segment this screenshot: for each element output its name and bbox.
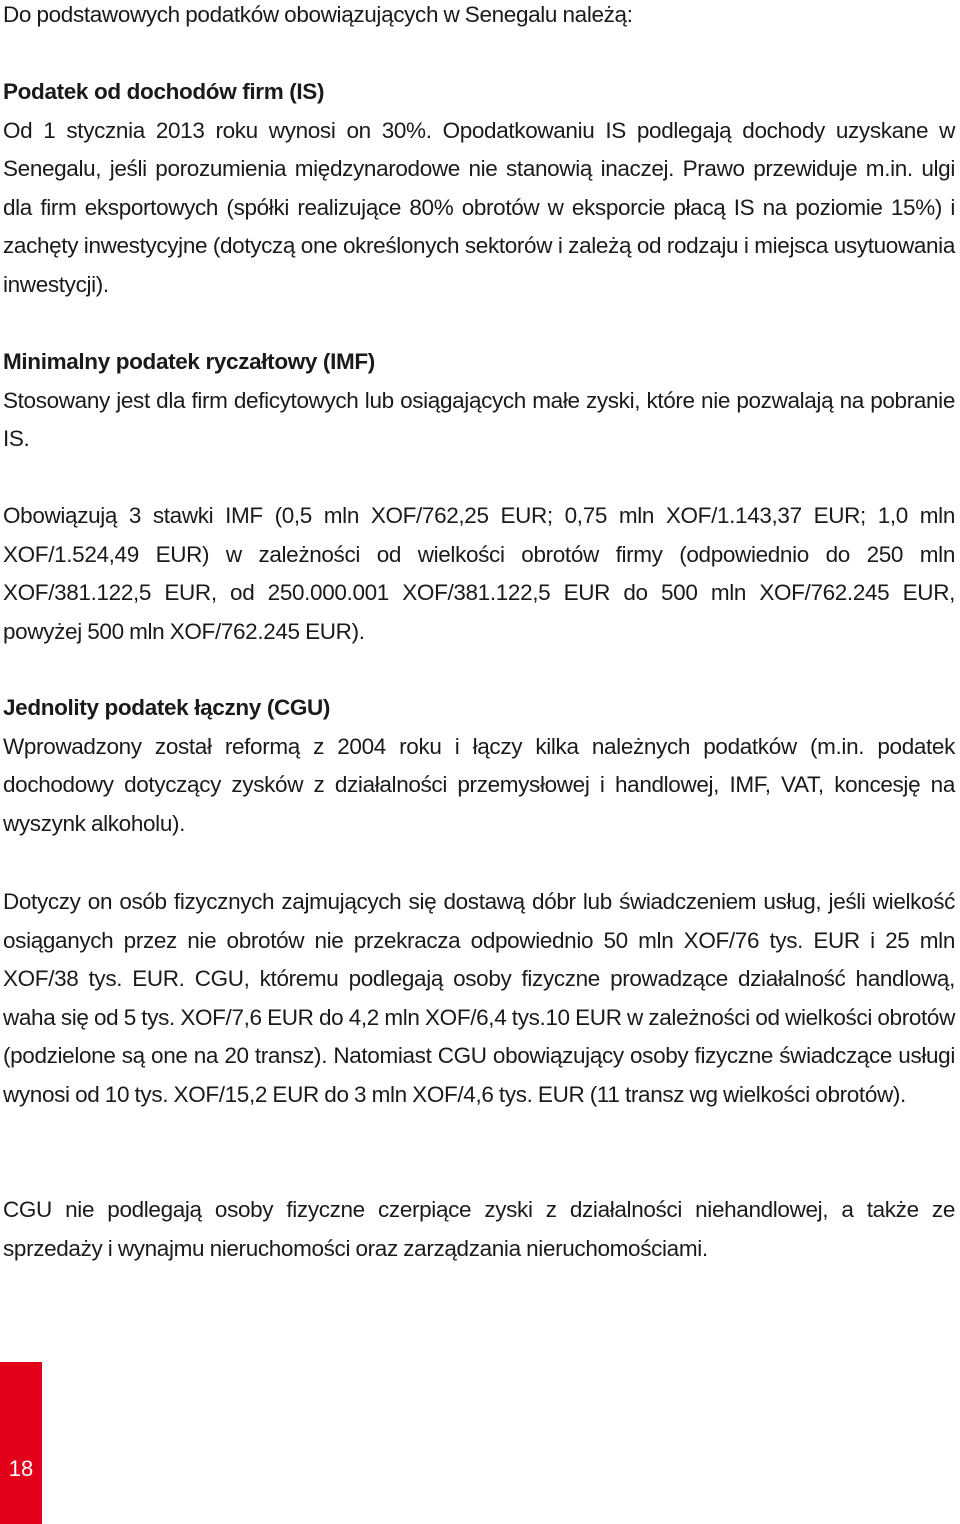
section-cgu-exclusions xyxy=(3,1191,955,1268)
page-number-tab xyxy=(0,1362,42,1524)
section-heading-is: Podatek od dochodów firm (IS) xyxy=(3,79,325,104)
section-paragraph: Wprowadzony został reformą z 2004 roku i łączy kilka należnych podatków (m.in. podatek dochodowy dotyczący zysków z działalności przemysłowej i handlowej, IMF, VAT, koncesję na wyszynk alkoholu). xyxy=(3,733,955,836)
section-cgu xyxy=(3,689,955,843)
section-paragraph: CGU nie podlegają osoby fizyczne czerpiące zyski z działalności niehandlowej, a także ze sprzedaży i wynajmu nieruchomości oraz zarządzania nieruchomościami. xyxy=(3,1197,955,1261)
section-heading-imf: Minimalny podatek ryczałtowy (IMF) xyxy=(3,349,375,374)
page-number: 18 xyxy=(8,1456,34,1481)
section-paragraph: Stosowany jest dla firm deficytowych lub osiągających małe zyski, które nie pozwalają na pobranie IS. xyxy=(3,387,955,452)
section-paragraph: Dotyczy on osób fizycznych zajmujących się dostawą dóbr lub świadczeniem usług, jeśli wielkość osiąganych przez nie obrotów nie przekracza odpowiednio 50 mln XOF/76 tys. EUR i 25 mln XOF/38 tys. EUR. CGU, któremu podlegają osoby fizyczne prowadzące działalność handlową, waha się od 5 tys. XOF/7,6 EUR do 4,2 mln XOF/6,4 tys.10 EUR w zależności od wielkości obrotów (podzielone są one na 20 transz). Natomiast CGU obowiązujący osoby fizyczne świadczące usługi wynosi od 10 tys. XOF/15,2 EUR do 3 mln XOF/4,6 tys. EUR (11 transz wg wielkości obrotów). xyxy=(3,889,955,1107)
intro-text: Do podstawowych podatków obowiązujących w Senegalu należą: xyxy=(3,2,633,27)
section-paragraph: Od 1 stycznia 2013 roku wynosi on 30%. Opodatkowaniu IS podlegają dochody uzyskane w Senegalu, jeśli porozumienia międzynarodowe nie stanowią inaczej. Prawo przewiduje m.in. ulgi dla firm eksportowych (spółki realizujące 80% obrotów w eksporcie płacą IS na poziomie 15%) i zachęty inwestycyjne (dotyczą one określonych sektorów i zależą od rodzaju i miejsca usytuowania inwestycji). xyxy=(3,117,955,297)
section-imf xyxy=(3,343,955,459)
section-is xyxy=(3,73,955,305)
section-cgu-scope xyxy=(3,883,955,1115)
section-imf-rates xyxy=(3,497,955,651)
section-paragraph: Obowiązują 3 stawki IMF (0,5 mln XOF/762,25 EUR; 0,75 mln XOF/1.143,37 EUR; 1,0 mln XOF/1.524,49 EUR) w zależności od wielkości obrotów firmy (odpowiednio do 250 mln XOF/381.122,5 EUR, od 250.000.001 XOF/381.122,5 EUR do 500 mln XOF/762.245 EUR, powyżej 500 mln XOF/762.245 EUR). xyxy=(3,503,955,644)
section-heading-cgu: Jednolity podatek łączny (CGU) xyxy=(3,695,331,720)
